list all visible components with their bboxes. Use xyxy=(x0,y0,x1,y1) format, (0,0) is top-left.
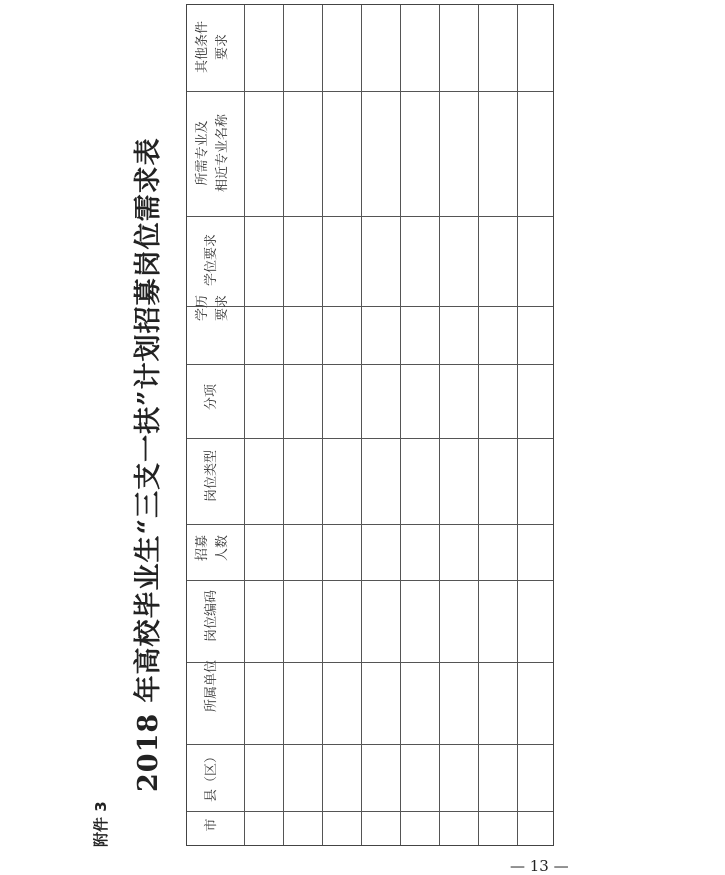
row-divider xyxy=(478,5,479,845)
row-divider xyxy=(244,5,245,845)
header-recruit-count-line1: 招募 xyxy=(195,535,210,562)
column-divider xyxy=(187,306,553,307)
page-number: — 13 — xyxy=(510,857,569,875)
header-subitem: 分项 xyxy=(204,384,219,411)
header-other-line2: 要求 xyxy=(215,34,230,61)
column-divider xyxy=(187,662,553,663)
attachment-label: 附件 3 xyxy=(92,801,110,847)
header-position-code: 岗位编码 xyxy=(204,590,219,643)
header-major-line1: 所需专业及 xyxy=(195,120,210,186)
column-divider xyxy=(187,811,553,812)
column-divider xyxy=(187,216,553,217)
column-divider xyxy=(187,744,553,745)
column-divider xyxy=(187,438,553,439)
row-divider xyxy=(400,5,401,845)
recruitment-table xyxy=(186,4,554,846)
column-divider xyxy=(187,91,553,92)
row-divider xyxy=(322,5,323,845)
header-major-line2: 相近专业名称 xyxy=(215,114,230,193)
header-affiliated-unit: 所属单位 xyxy=(204,660,219,713)
header-education-line1: 学历 xyxy=(195,295,210,322)
column-divider xyxy=(187,580,553,581)
header-county: 县（区） xyxy=(204,750,219,803)
column-divider xyxy=(187,364,553,365)
column-divider xyxy=(187,524,553,525)
header-degree: 学位要求 xyxy=(204,234,219,287)
row-divider xyxy=(439,5,440,845)
row-divider xyxy=(361,5,362,845)
header-education-line2: 要求 xyxy=(215,295,230,322)
header-city: 市 xyxy=(204,818,219,832)
header-position-type: 岗位类型 xyxy=(204,450,219,503)
page-title: 2018 年高校毕业生“三支一扶”计划招募岗位需求表 xyxy=(133,137,164,792)
header-other-line1: 其他条件 xyxy=(195,21,210,74)
row-divider xyxy=(517,5,518,845)
header-recruit-count-line2: 人数 xyxy=(215,535,230,562)
row-divider xyxy=(283,5,284,845)
